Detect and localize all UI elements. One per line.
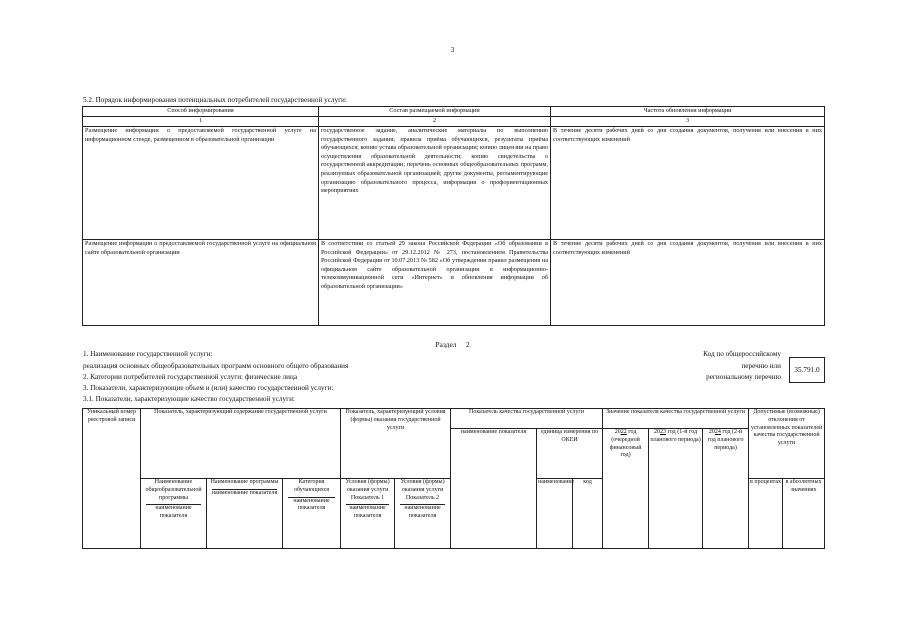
page-number: 3 [450,46,455,54]
row2-frequency: В течение десяти рабочих дней со дня создания документов, получения или внесения в них соответствующих изменений [551,240,825,326]
code-label: региональному перечню [706,373,781,381]
section-title: 5.2. Порядок информирования потенциальных потребителей государственной услуги: [83,96,347,104]
sub-label: наименование показателя [211,489,278,496]
information-table [82,106,825,326]
header-content: Состав размещаемой информации [319,107,551,117]
section-heading [0,340,905,349]
header-quality-indicator: Показатель качества государственной услуги [451,409,603,429]
header-year-1: 2022 год (очередной финансовый год) [603,429,649,549]
col-number: 3 [551,117,825,127]
content-col-1: Наименование общеобразовательной программы наименование показателя [141,479,207,549]
quality-table [82,408,825,549]
code-label: Код по общероссийскому [703,350,781,358]
quality-heading: 3.1. Показатели, характеризующие качество государственной услуги: [83,395,295,403]
row1-content: государственное задание, аналитические материалы по выполнению государственного задания; правила приёма обучающихся, результаты приёма обучающихся; копию устава образовательной организации; копию лицензии на право осуществления образовательной деятельности; копию свидетельства о государственной аккредитации; перечень основных общеобразовательных программ, реализуемых образовательной организацией; другие документы, регламентирующие организацию образовательного процесса, информация о профориентационных мероприятиях [319,127,551,240]
content-col-3: Категория обучающихся наименование показателя [283,479,341,549]
condition-col-2: Условия (формы) оказания услуги Показатель 2 наименование показателя [395,479,451,549]
indicators-heading: 3. Показатели, характеризующие объем и (или) качество государственной услуги: [83,384,334,392]
header-indicator-name: наименование показателя [451,429,537,549]
condition-col-1: Условия (формы) оказания услуги Показатель 1 наименование показателя [341,479,395,549]
row2-content: В соответствии со статьей 29 закона Российской Федерации «Об образовании в Российской Федерации» от 29.12.2012 № 273, постановлением Правительства Российской Федерации от 10.07.2013 № 582 «Об утверждении правил размещения на официальном сайте образовательной организации в информационно-телекоммуникационной сети «Интернет» и обновления информации об образовательной организации» [319,240,551,326]
code-label: перечню или [741,362,781,370]
header-deviation: Допустимые (возможные) отклонения от установленных показателей качества государственной услуги [749,409,825,479]
header-year-2: 2023 год (1-й год планового периода) [649,429,703,549]
sub-label: наименование показателя [155,505,192,520]
sub-label: наименование показателя [404,505,441,520]
content-col-2: Наименование программы наименование показателя [207,479,283,549]
col-number: 1 [83,117,319,127]
row1-method: Размещение информации о предоставляемой государственной услуге на информационном стенде, размещенном в образовательной организации [83,127,319,240]
section-heading-label: Раздел [435,340,457,349]
deviation-absolute: в абсолютных значениях [783,479,825,549]
header-unique-number: Уникальный номер реестровой записи [83,409,141,549]
row2-method: Размещение информации о предоставляемой государственной услуге на официальном сайте образовательной организации [83,240,319,326]
header-quality-value: Значение показателя качества государственной услуги [603,409,749,429]
col-number: 2 [319,117,551,127]
section-heading-number: 2 [465,340,470,349]
header-unit: единица измерения по ОКЕИ [537,429,603,479]
header-method: Способ информирования [83,107,319,117]
consumer-category: 2. Категории потребителей государственной услуги: физические лица [83,373,298,381]
header-content-indicator: Показатель, характеризующий содержание государственной услуги [141,409,341,479]
row1-frequency: В течение десяти рабочих дней со дня создания документов, получения или внесения в них соответствующих изменений [551,127,825,240]
sub-label: наименование показателя [349,505,386,520]
header-frequency: Частота обновления информации [551,107,825,117]
unit-code: код [573,479,603,549]
service-name-label: 1. Наименование государственной услуги: [83,350,213,358]
code-box: 35.791.0 [789,357,825,383]
header-year-3: 2024 год (2-й год планового периода) [703,429,749,549]
sub-label: наименование показателя [293,497,330,512]
header-conditions-indicator: Показатель, характеризующий условия (формы) оказания государственной услуги [341,409,451,479]
unit-name: наименование [537,479,573,549]
service-name-value: реализация основных общеобразовательных программ основного общего образования [83,362,349,370]
deviation-percent: в процентах [749,479,783,549]
